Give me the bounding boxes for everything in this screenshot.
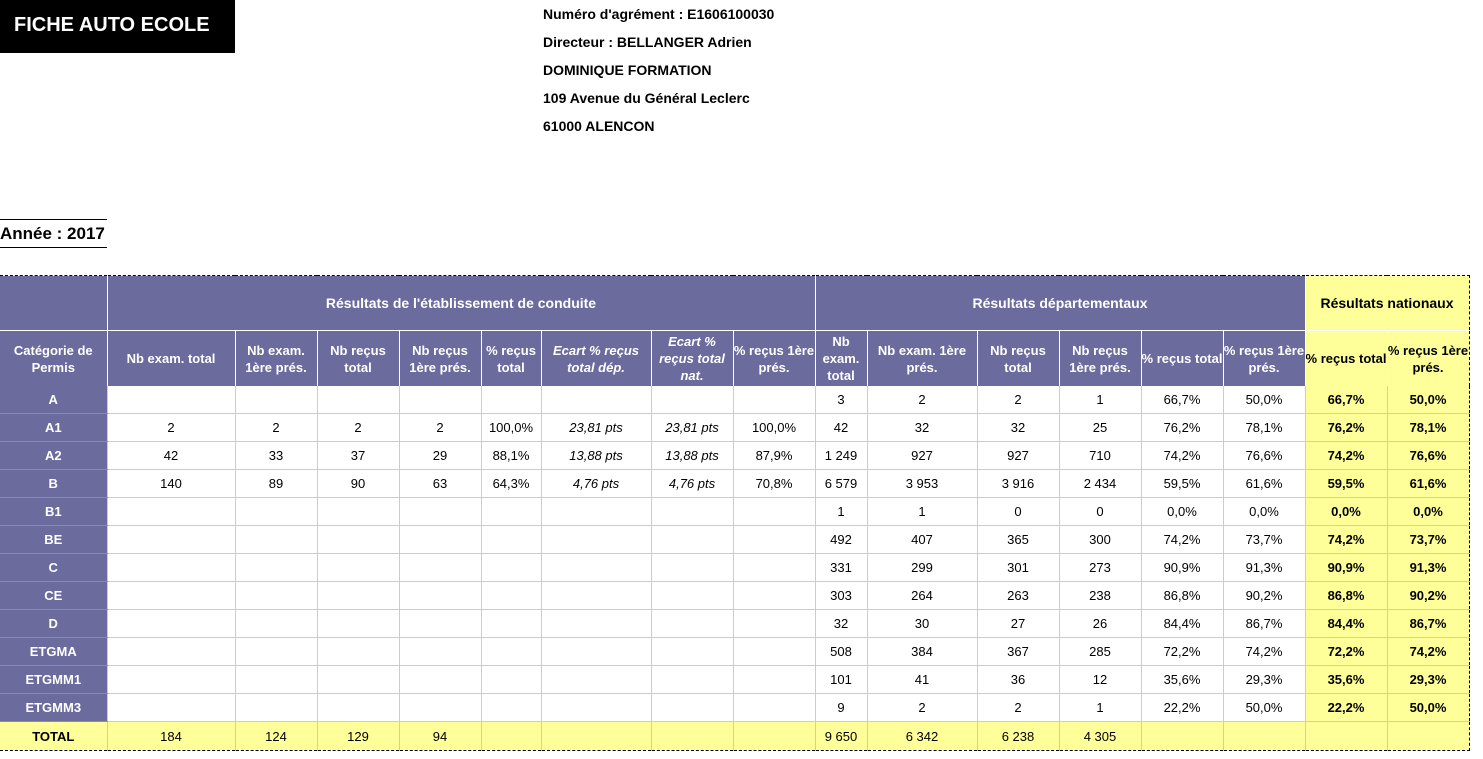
table-cell-d6: 90,2% [1223, 582, 1305, 610]
table-cell-e4 [399, 582, 481, 610]
table-cell-n1: 74,2% [1305, 526, 1387, 554]
category-cell: B [0, 470, 107, 498]
table-cell-e3 [317, 666, 399, 694]
table-cell-e5 [481, 610, 541, 638]
col-header-e-pct-recus-1ere: % reçus 1ère prés. [733, 331, 815, 387]
table-row [0, 554, 1469, 582]
table-cell-d1: 492 [815, 526, 867, 554]
table-cell-d1: 1 [815, 498, 867, 526]
table-cell-e1: 42 [107, 442, 235, 470]
table-cell-d2: 2 [867, 694, 977, 722]
col-header-e-pct-recus-total: % reçus total [481, 331, 541, 387]
table-cell-d6: 29,3% [1223, 666, 1305, 694]
table-cell-d6: 78,1% [1223, 414, 1305, 442]
table-cell-n1: 74,2% [1305, 442, 1387, 470]
table-cell-e2: 33 [235, 442, 317, 470]
table-row [0, 386, 1469, 414]
table-cell-e4 [399, 666, 481, 694]
table-cell-d4: 25 [1059, 414, 1141, 442]
table-cell-e6 [541, 610, 651, 638]
page-title: FICHE AUTO ECOLE [0, 0, 235, 53]
table-cell-d6: 74,2% [1223, 638, 1305, 666]
table-cell-n2: 29,3% [1387, 666, 1469, 694]
table-cell-e1 [107, 582, 235, 610]
table-cell-e8 [733, 610, 815, 638]
table-cell-e2: 124 [235, 722, 317, 751]
table-cell-e5 [481, 526, 541, 554]
table-cell-e8: 87,9% [733, 442, 815, 470]
table-cell-e6: 23,81 pts [541, 414, 651, 442]
table-cell-d6: 91,3% [1223, 554, 1305, 582]
table-cell-e8 [733, 666, 815, 694]
table-cell-n1: 22,2% [1305, 694, 1387, 722]
table-cell-e2 [235, 666, 317, 694]
table-cell-e6: 13,88 pts [541, 442, 651, 470]
table-row [0, 666, 1469, 694]
category-cell: CE [0, 582, 107, 610]
group-header-etablissement: Résultats de l'établissement de conduite [107, 276, 815, 331]
table-cell-e3: 90 [317, 470, 399, 498]
col-header-d-nb-recus-1ere: Nb reçus 1ère prés. [1059, 331, 1141, 387]
table-cell-e3 [317, 526, 399, 554]
table-cell-e8 [733, 582, 815, 610]
table-cell-e3: 129 [317, 722, 399, 751]
table-cell-d5: 84,4% [1141, 610, 1223, 638]
table-cell-e3 [317, 638, 399, 666]
table-cell-e5 [481, 694, 541, 722]
table-cell-e6 [541, 638, 651, 666]
table-cell-d6: 73,7% [1223, 526, 1305, 554]
table-cell-d2: 927 [867, 442, 977, 470]
col-header-e-nb-recus-total: Nb reçus total [317, 331, 399, 387]
table-cell-d6: 61,6% [1223, 470, 1305, 498]
table-cell-e1 [107, 498, 235, 526]
table-cell-e4: 94 [399, 722, 481, 751]
table-cell-d4: 710 [1059, 442, 1141, 470]
table-cell-d5: 86,8% [1141, 582, 1223, 610]
table-cell-d2: 299 [867, 554, 977, 582]
table-cell-d4: 300 [1059, 526, 1141, 554]
table-cell-d5 [1141, 722, 1223, 751]
table-cell-d4: 26 [1059, 610, 1141, 638]
table-cell-e3 [317, 582, 399, 610]
table-cell-n2: 73,7% [1387, 526, 1469, 554]
table-cell-e2 [235, 582, 317, 610]
col-header-d-pct-recus-total: % reçus total [1141, 331, 1223, 387]
table-cell-e2 [235, 526, 317, 554]
table-cell-e1 [107, 386, 235, 414]
category-cell: A [0, 386, 107, 414]
school-city: 61000 ALENCON [543, 118, 655, 134]
table-cell-e5 [481, 582, 541, 610]
table-cell-e7 [651, 526, 733, 554]
table-row [0, 498, 1469, 526]
table-cell-e7: 23,81 pts [651, 414, 733, 442]
table-cell-d5: 74,2% [1141, 526, 1223, 554]
table-cell-e1 [107, 666, 235, 694]
table-cell-n2: 50,0% [1387, 386, 1469, 414]
table-cell-e4 [399, 526, 481, 554]
table-cell-d6: 50,0% [1223, 694, 1305, 722]
col-header-d-pct-recus-1ere: % reçus 1ère prés. [1223, 331, 1305, 387]
year-label: Année : 2017 [0, 219, 107, 248]
table-cell-n2 [1387, 722, 1469, 751]
category-cell: ETGMM3 [0, 694, 107, 722]
col-header-e-ecart-dep: Ecart % reçus total dép. [541, 331, 651, 387]
table-cell-n2: 0,0% [1387, 498, 1469, 526]
category-cell: A1 [0, 414, 107, 442]
category-cell: D [0, 610, 107, 638]
table-cell-e8 [733, 694, 815, 722]
table-cell-e1 [107, 554, 235, 582]
table-cell-e3 [317, 554, 399, 582]
col-header-n-pct-recus-1ere: % reçus 1ère prés. [1387, 331, 1469, 387]
table-cell-e6 [541, 666, 651, 694]
table-cell-e8 [733, 638, 815, 666]
table-cell-n1 [1305, 722, 1387, 751]
table-cell-d3: 365 [977, 526, 1059, 554]
table-cell-e7 [651, 386, 733, 414]
table-cell-d5: 0,0% [1141, 498, 1223, 526]
table-cell-e7 [651, 666, 733, 694]
director-name: Directeur : BELLANGER Adrien [543, 34, 752, 50]
table-cell-d3: 36 [977, 666, 1059, 694]
table-cell-d6: 50,0% [1223, 386, 1305, 414]
table-cell-d3: 0 [977, 498, 1059, 526]
category-cell: B1 [0, 498, 107, 526]
table-cell-e7 [651, 554, 733, 582]
table-cell-e1 [107, 638, 235, 666]
table-cell-e3: 37 [317, 442, 399, 470]
table-cell-e3: 2 [317, 414, 399, 442]
table-cell-e6 [541, 498, 651, 526]
table-cell-e2: 2 [235, 414, 317, 442]
table-cell-e6: 4,76 pts [541, 470, 651, 498]
corner-cell [0, 276, 107, 331]
category-cell: ETGMA [0, 638, 107, 666]
table-cell-d3: 263 [977, 582, 1059, 610]
col-header-e-ecart-nat: Ecart % reçus total nat. [651, 331, 733, 387]
table-cell-e7 [651, 694, 733, 722]
col-header-categorie: Catégorie de Permis [0, 331, 107, 387]
table-cell-d2: 3 953 [867, 470, 977, 498]
table-row [0, 638, 1469, 666]
table-cell-d4: 1 [1059, 694, 1141, 722]
table-cell-n1: 66,7% [1305, 386, 1387, 414]
table-cell-d3: 6 238 [977, 722, 1059, 751]
category-cell: ETGMM1 [0, 666, 107, 694]
table-cell-e1 [107, 694, 235, 722]
table-cell-d4: 285 [1059, 638, 1141, 666]
table-row [0, 582, 1469, 610]
table-row [0, 442, 1469, 470]
results-table [0, 275, 1470, 751]
table-cell-e1: 2 [107, 414, 235, 442]
table-cell-e2: 89 [235, 470, 317, 498]
table-cell-d3: 301 [977, 554, 1059, 582]
table-cell-e1: 140 [107, 470, 235, 498]
table-cell-e1 [107, 526, 235, 554]
table-cell-n2: 74,2% [1387, 638, 1469, 666]
table-cell-d4: 12 [1059, 666, 1141, 694]
table-cell-d2: 384 [867, 638, 977, 666]
table-cell-e5 [481, 386, 541, 414]
table-row [0, 694, 1469, 722]
table-cell-e7 [651, 582, 733, 610]
table-cell-d5: 66,7% [1141, 386, 1223, 414]
table-cell-e3 [317, 610, 399, 638]
table-cell-d1: 6 579 [815, 470, 867, 498]
table-cell-d1: 42 [815, 414, 867, 442]
category-cell: TOTAL [0, 722, 107, 751]
table-row [0, 610, 1469, 638]
col-header-d-nb-exam-total: Nb exam. total [815, 331, 867, 387]
col-header-n-pct-recus-total: % reçus total [1305, 331, 1387, 387]
table-cell-d3: 3 916 [977, 470, 1059, 498]
table-cell-e2 [235, 694, 317, 722]
table-cell-d1: 9 650 [815, 722, 867, 751]
table-cell-e4 [399, 610, 481, 638]
table-cell-e8 [733, 386, 815, 414]
table-cell-d5: 90,9% [1141, 554, 1223, 582]
table-cell-d1: 331 [815, 554, 867, 582]
table-cell-d3: 2 [977, 694, 1059, 722]
table-cell-d1: 9 [815, 694, 867, 722]
table-cell-e5 [481, 498, 541, 526]
table-cell-e5: 64,3% [481, 470, 541, 498]
table-cell-e3 [317, 386, 399, 414]
table-cell-d4: 4 305 [1059, 722, 1141, 751]
category-cell: BE [0, 526, 107, 554]
table-cell-e2 [235, 638, 317, 666]
table-cell-d2: 407 [867, 526, 977, 554]
table-cell-d2: 1 [867, 498, 977, 526]
table-cell-d6: 0,0% [1223, 498, 1305, 526]
table-row [0, 414, 1469, 442]
table-cell-e4: 29 [399, 442, 481, 470]
table-cell-n1: 35,6% [1305, 666, 1387, 694]
table-cell-d6: 86,7% [1223, 610, 1305, 638]
category-cell: C [0, 554, 107, 582]
table-cell-n2: 86,7% [1387, 610, 1469, 638]
col-header-d-nb-exam-1ere: Nb exam. 1ère prés. [867, 331, 977, 387]
col-header-e-nb-exam-total: Nb exam. total [107, 331, 235, 387]
table-cell-n1: 84,4% [1305, 610, 1387, 638]
table-cell-d1: 3 [815, 386, 867, 414]
table-cell-d3: 32 [977, 414, 1059, 442]
table-cell-d5: 59,5% [1141, 470, 1223, 498]
table-cell-d3: 927 [977, 442, 1059, 470]
table-cell-d2: 32 [867, 414, 977, 442]
table-cell-e8 [733, 526, 815, 554]
agrement-number: Numéro d'agrément : E1606100030 [543, 6, 775, 22]
table-cell-n2: 76,6% [1387, 442, 1469, 470]
table-cell-e5: 100,0% [481, 414, 541, 442]
table-cell-d1: 101 [815, 666, 867, 694]
table-cell-d2: 41 [867, 666, 977, 694]
table-cell-n2: 50,0% [1387, 694, 1469, 722]
table-cell-n1: 86,8% [1305, 582, 1387, 610]
table-cell-d4: 0 [1059, 498, 1141, 526]
group-header-departemental: Résultats départementaux [815, 276, 1305, 331]
table-cell-d3: 27 [977, 610, 1059, 638]
table-row [0, 470, 1469, 498]
table-cell-d5: 72,2% [1141, 638, 1223, 666]
table-cell-e6 [541, 526, 651, 554]
table-cell-d5: 35,6% [1141, 666, 1223, 694]
table-cell-e8: 100,0% [733, 414, 815, 442]
table-cell-e6 [541, 582, 651, 610]
table-cell-n2: 90,2% [1387, 582, 1469, 610]
table-cell-e6 [541, 694, 651, 722]
table-cell-n1: 59,5% [1305, 470, 1387, 498]
table-cell-d5: 74,2% [1141, 442, 1223, 470]
table-cell-e4 [399, 498, 481, 526]
total-row [0, 722, 1469, 751]
table-cell-e7 [651, 610, 733, 638]
table-cell-e2 [235, 386, 317, 414]
table-cell-e2 [235, 554, 317, 582]
table-cell-e6 [541, 722, 651, 751]
school-info [543, 5, 774, 145]
table-cell-e5 [481, 666, 541, 694]
table-cell-d2: 30 [867, 610, 977, 638]
table-cell-e4 [399, 554, 481, 582]
table-cell-d5: 22,2% [1141, 694, 1223, 722]
table-cell-e5 [481, 554, 541, 582]
table-cell-e5 [481, 638, 541, 666]
table-cell-d3: 367 [977, 638, 1059, 666]
table-cell-d1: 508 [815, 638, 867, 666]
table-cell-d5: 76,2% [1141, 414, 1223, 442]
table-cell-n2: 78,1% [1387, 414, 1469, 442]
table-cell-d4: 2 434 [1059, 470, 1141, 498]
table-cell-e4 [399, 694, 481, 722]
table-cell-e8 [733, 498, 815, 526]
table-cell-d2: 6 342 [867, 722, 977, 751]
table-cell-e2 [235, 498, 317, 526]
table-cell-d4: 238 [1059, 582, 1141, 610]
table-cell-d4: 273 [1059, 554, 1141, 582]
category-cell: A2 [0, 442, 107, 470]
group-header-national: Résultats nationaux [1305, 276, 1469, 331]
table-cell-d6 [1223, 722, 1305, 751]
table-cell-d1: 303 [815, 582, 867, 610]
table-cell-d4: 1 [1059, 386, 1141, 414]
table-cell-n2: 61,6% [1387, 470, 1469, 498]
table-cell-e6 [541, 386, 651, 414]
table-cell-n2: 91,3% [1387, 554, 1469, 582]
table-cell-d3: 2 [977, 386, 1059, 414]
table-cell-d1: 32 [815, 610, 867, 638]
table-cell-e6 [541, 554, 651, 582]
table-cell-d2: 264 [867, 582, 977, 610]
table-cell-e1: 184 [107, 722, 235, 751]
table-cell-e7: 4,76 pts [651, 470, 733, 498]
table-cell-e3 [317, 694, 399, 722]
school-address: 109 Avenue du Général Leclerc [543, 90, 750, 106]
table-cell-e4 [399, 638, 481, 666]
table-cell-n1: 90,9% [1305, 554, 1387, 582]
table-cell-e7 [651, 498, 733, 526]
table-cell-e4 [399, 386, 481, 414]
table-cell-d2: 2 [867, 386, 977, 414]
table-cell-d1: 1 249 [815, 442, 867, 470]
table-cell-e8 [733, 722, 815, 751]
table-cell-e3 [317, 498, 399, 526]
table-cell-d6: 76,6% [1223, 442, 1305, 470]
table-cell-n1: 0,0% [1305, 498, 1387, 526]
table-cell-e4: 63 [399, 470, 481, 498]
table-cell-e8: 70,8% [733, 470, 815, 498]
table-cell-e5: 88,1% [481, 442, 541, 470]
col-header-e-nb-exam-1ere: Nb exam. 1ère prés. [235, 331, 317, 387]
table-cell-e7 [651, 722, 733, 751]
col-header-e-nb-recus-1ere: Nb reçus 1ère prés. [399, 331, 481, 387]
school-name: DOMINIQUE FORMATION [543, 62, 712, 78]
table-cell-e1 [107, 610, 235, 638]
table-row [0, 526, 1469, 554]
table-cell-e8 [733, 554, 815, 582]
table-cell-e7 [651, 638, 733, 666]
table-cell-e2 [235, 610, 317, 638]
table-cell-e4: 2 [399, 414, 481, 442]
table-cell-e5 [481, 722, 541, 751]
table-cell-n1: 76,2% [1305, 414, 1387, 442]
col-header-d-nb-recus-total: Nb reçus total [977, 331, 1059, 387]
table-cell-e7: 13,88 pts [651, 442, 733, 470]
table-cell-n1: 72,2% [1305, 638, 1387, 666]
